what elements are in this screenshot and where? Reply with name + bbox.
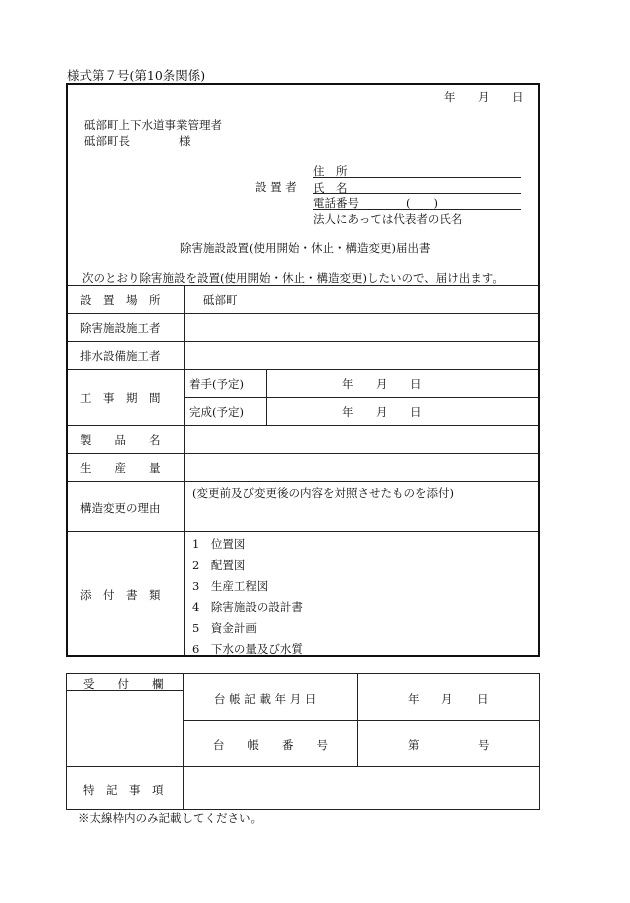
office-use-table	[66, 673, 540, 810]
footnote: ※太線枠内のみ記載してください。	[78, 811, 262, 825]
complete-month: 月	[376, 405, 388, 419]
complete-day: 日	[410, 405, 422, 419]
start-day: 日	[410, 377, 422, 391]
date-year: 年	[444, 90, 456, 104]
addressee-manager: 砥部町上下水道事業管理者	[84, 118, 222, 132]
attachment-item: 5 資金計画	[192, 621, 257, 635]
output-field[interactable]	[186, 455, 536, 479]
reason-note: (変更前及び変更後の内容を対照させたものを添付)	[192, 486, 454, 500]
output-label: 生 産 量	[80, 461, 161, 475]
date-month: 月	[478, 90, 490, 104]
reception-label: 受 付 欄	[83, 677, 164, 691]
attachment-item: 2 配置図	[192, 558, 246, 572]
attachment-item: 3 生産工程図	[192, 579, 269, 593]
product-field[interactable]	[186, 427, 536, 451]
ledger-year: 年	[408, 692, 420, 706]
intro-text: 次のとおり除害施設を設置(使用開始・休止・構造変更)したいので、届け出ます。	[82, 271, 504, 285]
addressee-honorific: 様	[179, 134, 191, 148]
corporate-note: 法人にあっては代表者の氏名	[313, 212, 463, 226]
drainage-contractor-label: 排水設備施工者	[80, 349, 161, 363]
address-line[interactable]	[313, 177, 521, 178]
drainage-contractor-field[interactable]	[186, 343, 536, 367]
phone-label: 電話番号	[313, 196, 359, 210]
applicant-title: 設 置 者	[255, 180, 297, 194]
attachment-item: 6 下水の量及び水質	[192, 642, 303, 656]
ledger-number-label: 台 帳 番 号	[213, 738, 328, 752]
ledger-month: 月	[441, 692, 453, 706]
facility-contractor-label: 除害施設施工者	[80, 321, 161, 335]
number-suffix: 号	[478, 738, 490, 752]
phone-parens: ( )	[406, 196, 438, 210]
location-label: 設 置 場 所	[80, 293, 161, 307]
remarks-label: 特 記 事 項	[83, 783, 164, 797]
address-label: 住 所	[313, 164, 348, 178]
document-title: 除害施設設置(使用開始・休止・構造変更)届出書	[180, 241, 431, 255]
attachment-item: 1 位置図	[192, 537, 246, 551]
reason-label: 構造変更の理由	[80, 501, 161, 515]
product-label: 製 品 名	[80, 433, 161, 447]
facility-contractor-field[interactable]	[186, 315, 536, 339]
start-label: 着手(予定)	[189, 377, 244, 391]
name-label: 氏 名	[313, 181, 348, 195]
complete-label: 完成(予定)	[189, 405, 244, 419]
complete-year: 年	[342, 405, 354, 419]
attachment-item: 4 除害施設の設計書	[192, 600, 303, 614]
number-prefix: 第	[408, 738, 420, 752]
period-label: 工 事 期 間	[80, 391, 161, 405]
form-label: 様式第７号(第10条関係)	[67, 68, 206, 83]
phone-line[interactable]	[313, 209, 521, 210]
start-month: 月	[376, 377, 388, 391]
ledger-day: 日	[477, 692, 489, 706]
start-year: 年	[342, 377, 354, 391]
date-day: 日	[512, 90, 524, 104]
location-value[interactable]: 砥部町	[203, 293, 238, 307]
attachments-label: 添 付 書 類	[80, 588, 161, 602]
application-form	[66, 83, 540, 657]
ledger-date-label: 台 帳 記 載 年 月 日	[214, 692, 317, 706]
addressee-mayor: 砥部町長	[84, 134, 130, 148]
name-line[interactable]	[313, 193, 521, 194]
